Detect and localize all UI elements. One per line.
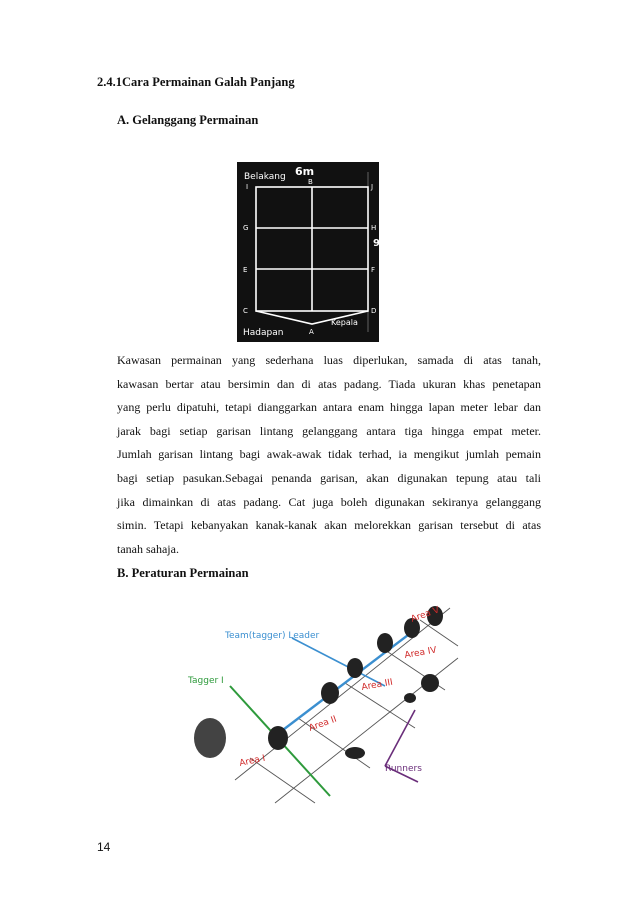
area-2-label: Area II bbox=[307, 714, 339, 734]
paragraph-line: Kawasan permainan yang sederhana luas diperlukan, samada di atas tanah, bbox=[117, 353, 541, 367]
point-a: A bbox=[309, 328, 314, 336]
point-j: J bbox=[371, 183, 374, 191]
runners-label: Runners bbox=[385, 764, 422, 774]
area-1-label: Area I bbox=[238, 753, 267, 769]
tagger-label: Tagger I bbox=[188, 676, 224, 686]
point-d: D bbox=[371, 307, 377, 315]
length-label: 9m bbox=[373, 238, 391, 249]
width-label: 6m bbox=[295, 165, 315, 178]
court-grid bbox=[256, 187, 368, 324]
point-h: H bbox=[371, 224, 377, 232]
head-label: Kepala bbox=[331, 318, 358, 327]
paragraph-line: tanah sahaja. bbox=[117, 541, 179, 556]
page-number: 14 bbox=[97, 840, 111, 854]
paragraph-line: simin. Tetapi kebanyakan kanak-kanak akan melorekkan garisan tersebut di atas bbox=[117, 518, 541, 533]
area-3-label: Area III bbox=[360, 677, 394, 693]
paragraph-line: jika dimainkan di atas padang. Cat juga boleh digunakan sekiranya gelanggang bbox=[117, 494, 541, 509]
point-c: C bbox=[243, 307, 248, 315]
point-e: E bbox=[243, 266, 248, 274]
area-5-label: Area V bbox=[409, 605, 441, 625]
area-4-label: Area IV bbox=[403, 645, 438, 661]
section-heading: 2.4.1Cara Permainan Galah Panjang bbox=[97, 75, 295, 89]
paragraph-line: yang perlu dipatuhi, tetapi dianggarkan antara enam hingga lapan meter lebar dan bbox=[117, 400, 541, 415]
court-description-paragraph bbox=[117, 349, 541, 561]
subheading-rules: B. Peraturan Permainan bbox=[117, 566, 249, 580]
point-i: I bbox=[246, 183, 249, 191]
point-b: B bbox=[308, 178, 313, 186]
back-label: Belakang bbox=[244, 172, 286, 182]
subheading-court: A. Gelanggang Permainan bbox=[117, 113, 259, 127]
player-figures bbox=[194, 606, 443, 759]
paragraph-line: kawasan bertar atau bersimin dan di atas padang. Tiada ukuran khas penetapan bbox=[117, 376, 541, 391]
leader-label: Team(tagger) Leader bbox=[225, 631, 320, 641]
paragraph-line: Jumlah garisan lintang bagi awak-awak tidak terhad, ia mengikut jumlah pemain bbox=[117, 447, 541, 462]
paragraph-line: jarak bagi setiap garisan lintang gelanggang antara tiga hingga empat meter. bbox=[117, 423, 541, 438]
point-f: F bbox=[371, 266, 376, 274]
point-g: G bbox=[243, 224, 249, 232]
game-illustration bbox=[180, 598, 458, 808]
paragraph-line: bagi setiap pasukan.Sebagai penanda garisan, akan digunakan tepung atau tali bbox=[117, 470, 541, 485]
court-diagram bbox=[237, 162, 391, 342]
front-label: Hadapan bbox=[243, 328, 284, 338]
